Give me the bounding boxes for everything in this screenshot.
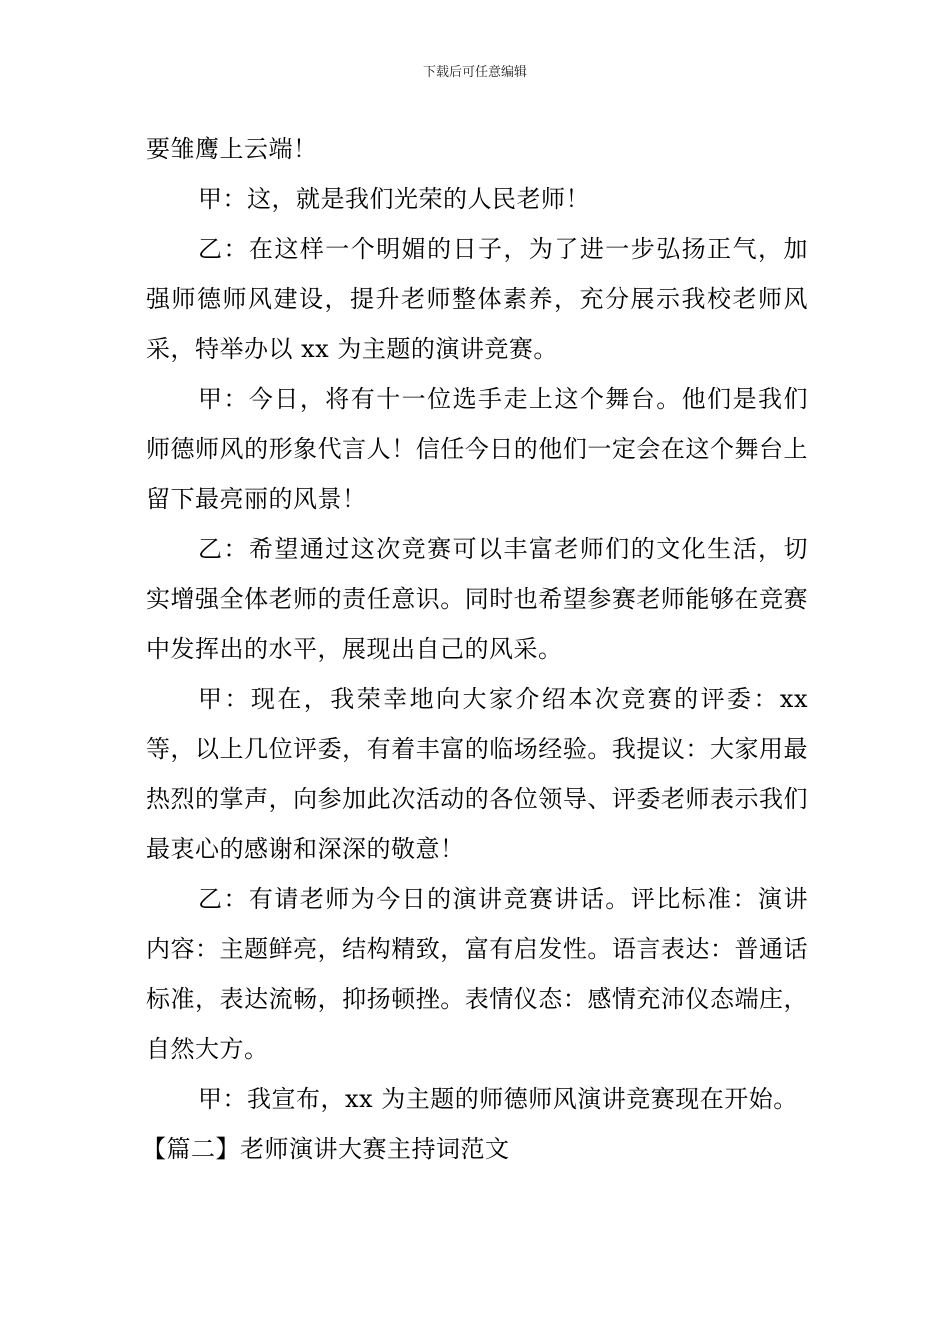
section-heading: 【篇二】老师演讲大赛主持词范文 [142,1135,510,1163]
paragraph-continuation: 要雏鹰上云端！ [146,135,318,163]
paragraph-jia-4: 甲：我宣布，xx 为主题的师德师风演讲竞赛现在开始。 [198,1085,798,1113]
document-body [142,124,808,1174]
paragraph-jia-3: 甲：现在，我荣幸地向大家介绍本次竞赛的评委：xx等，以上几位评委，有着丰富的临场经验。我提议：大家用最热烈的掌声，向参加此次活动的各位领导、评委老师表示我们最衷心的感谢和深深的敬意！ [146,685,808,863]
page-header-note: 下载后可任意编辑 [422,65,527,80]
paragraph-yi-3: 乙：有请老师为今日的演讲竞赛讲话。评比标准：演讲内容：主题鲜亮，结构精致，富有启发性。语言表达：普通话标准，表达流畅，抑扬顿挫。表情仪态：感情充沛仪态端庄，自然大方。 [146,885,808,1063]
paragraph-yi-1: 乙：在这样一个明媚的日子，为了进一步弘扬正气，加强师德师风建设，提升老师整体素养，充分展示我校老师风采，特举办以 xx 为主题的演讲竞赛。 [146,235,808,363]
paragraph-yi-2: 乙：希望通过这次竞赛可以丰富老师们的文化生活，切实增强全体老师的责任意识。同时也希望参赛老师能够在竞赛中发挥出的水平，展现出自己的风采。 [146,535,808,663]
paragraph-jia-2: 甲：今日，将有十一位选手走上这个舞台。他们是我们师德师风的形象代言人！信任今日的他们一定会在这个舞台上留下最亮丽的风景！ [146,385,808,513]
paragraph-jia-1: 甲：这，就是我们光荣的人民老师！ [198,185,590,213]
